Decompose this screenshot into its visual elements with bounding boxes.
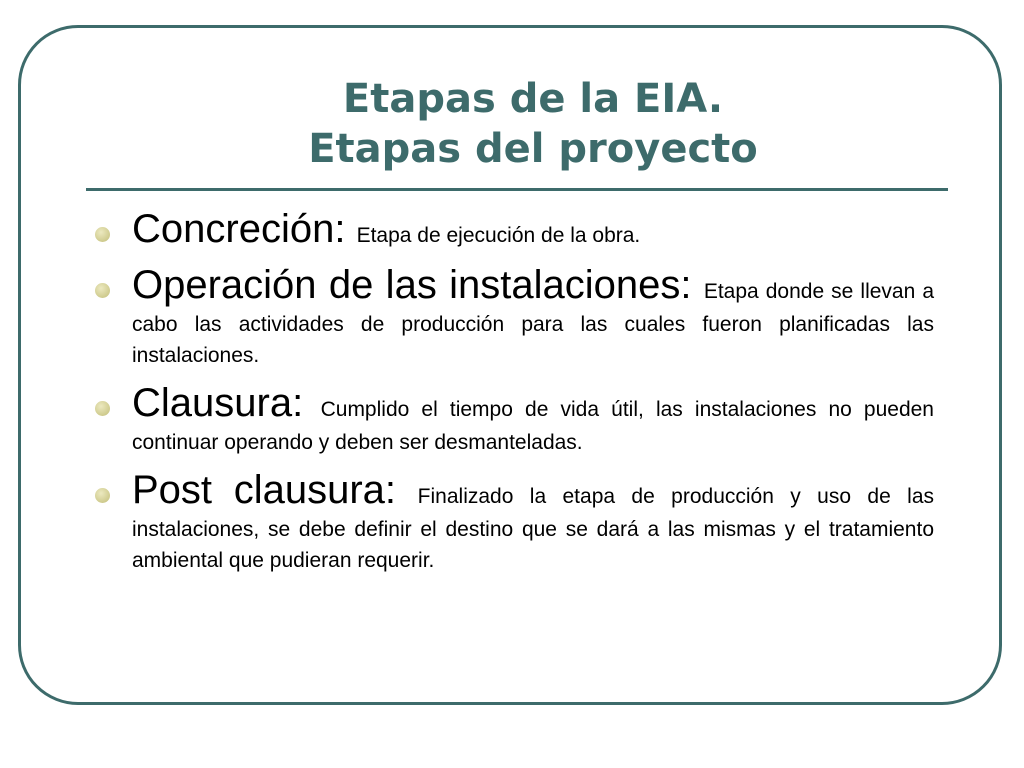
list-item (92, 379, 934, 458)
bullet-dot-icon (95, 227, 110, 242)
list-item (92, 466, 934, 576)
item-description: Etapa de ejecución de la obra. (356, 224, 641, 247)
item-description: Cumplido el tiempo de vida útil, las instalaciones no pueden continuar operando y deben ser desmanteladas. (132, 398, 934, 454)
title-line-1: Etapas de la EIA. (342, 76, 724, 122)
bullet-list (92, 205, 934, 584)
item-term: Clausura: (132, 381, 321, 425)
item-term: Operación de las instalaciones: (132, 263, 704, 307)
item-description: Finalizado la etapa de producción y uso de las instalaciones, se debe definir el destino que se dará a las mismas y el tratamiento ambiental que pudieran requerir. (132, 485, 934, 572)
list-item (92, 261, 934, 371)
bullet-dot-icon (95, 488, 110, 503)
title-line-2: Etapas del proyecto (308, 126, 758, 172)
list-item (92, 205, 934, 253)
item-term: Post clausura: (132, 468, 418, 512)
item-description: Etapa donde se llevan a cabo las actividades de producción para las cuales fueron planificadas las instalaciones. (132, 280, 934, 367)
bullet-dot-icon (95, 283, 110, 298)
slide-title (88, 74, 978, 174)
title-divider (86, 188, 948, 191)
bullet-dot-icon (95, 401, 110, 416)
item-term: Concreción: (132, 207, 357, 251)
